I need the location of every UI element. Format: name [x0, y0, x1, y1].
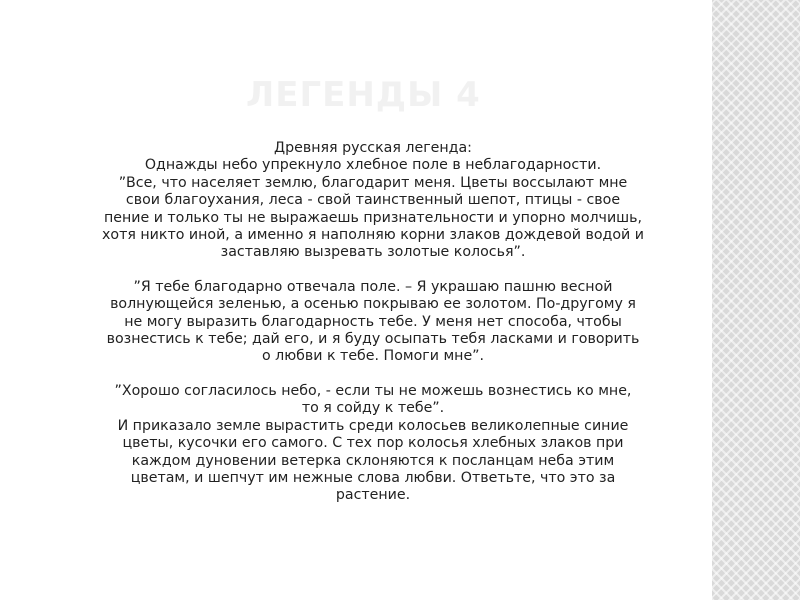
text-line: волнующейся зеленью, а осенью покрываю ее золотом. По-другому я: [110, 296, 636, 313]
text-line: И приказало земле вырастить среди колосьев великолепные синие: [117, 417, 629, 434]
text-line: свои благоухания, леса - свой таинственный шепот, птицы - свое: [125, 192, 621, 209]
slide-title: ЛЕГЕНДЫ 4: [246, 75, 481, 115]
paragraph-spacer: [58, 366, 688, 383]
legend-text: [58, 140, 688, 505]
text-line: заставляю вызревать золотые колосья”.: [220, 244, 526, 261]
text-line: Однажды небо упрекнуло хлебное поле в неблагодарности.: [144, 157, 602, 174]
text-line: каждом дуновении ветерка склоняются к посланцам неба этим: [131, 452, 615, 469]
decorative-side-strip: [712, 0, 800, 600]
text-line: Древняя русская легенда:: [274, 140, 472, 156]
text-line: ”Я тебе благодарно отвечала поле. – Я украшаю пашню весной: [133, 278, 613, 295]
paragraph-spacer: [58, 262, 688, 279]
text-line: то я сойду к тебе”.: [301, 400, 445, 417]
text-line: о любви к тебе. Помоги мне”.: [261, 348, 485, 365]
text-line: цветы, кусочки его самого. С тех пор колосья хлебных злаков при: [122, 435, 624, 452]
text-line: ”Хорошо согласилось небо, - если ты не можешь вознестись ко мне,: [114, 382, 632, 399]
text-line: цветам, и шепчут им нежные слова любви. Ответьте, что это за: [130, 469, 616, 486]
text-line: пение и только ты не выражаешь признательности и упорно молчишь,: [103, 209, 643, 226]
text-line: хотя никто иной, а именно я наполняю корни злаков дождевой водой и: [102, 227, 644, 244]
paragraph-1: [58, 140, 688, 262]
text-line: не могу выразить благодарность тебе. У меня нет способа, чтобы: [124, 313, 622, 330]
text-line: ”Все, что населяет землю, благодарит меня. Цветы воссылают мне: [118, 174, 628, 191]
paragraph-2: [58, 279, 688, 366]
paragraph-3: [58, 383, 688, 505]
text-line: вознестись к тебе; дай его, и я буду осыпать тебя ласками и говорить: [106, 331, 640, 348]
text-line: растение.: [335, 487, 411, 504]
